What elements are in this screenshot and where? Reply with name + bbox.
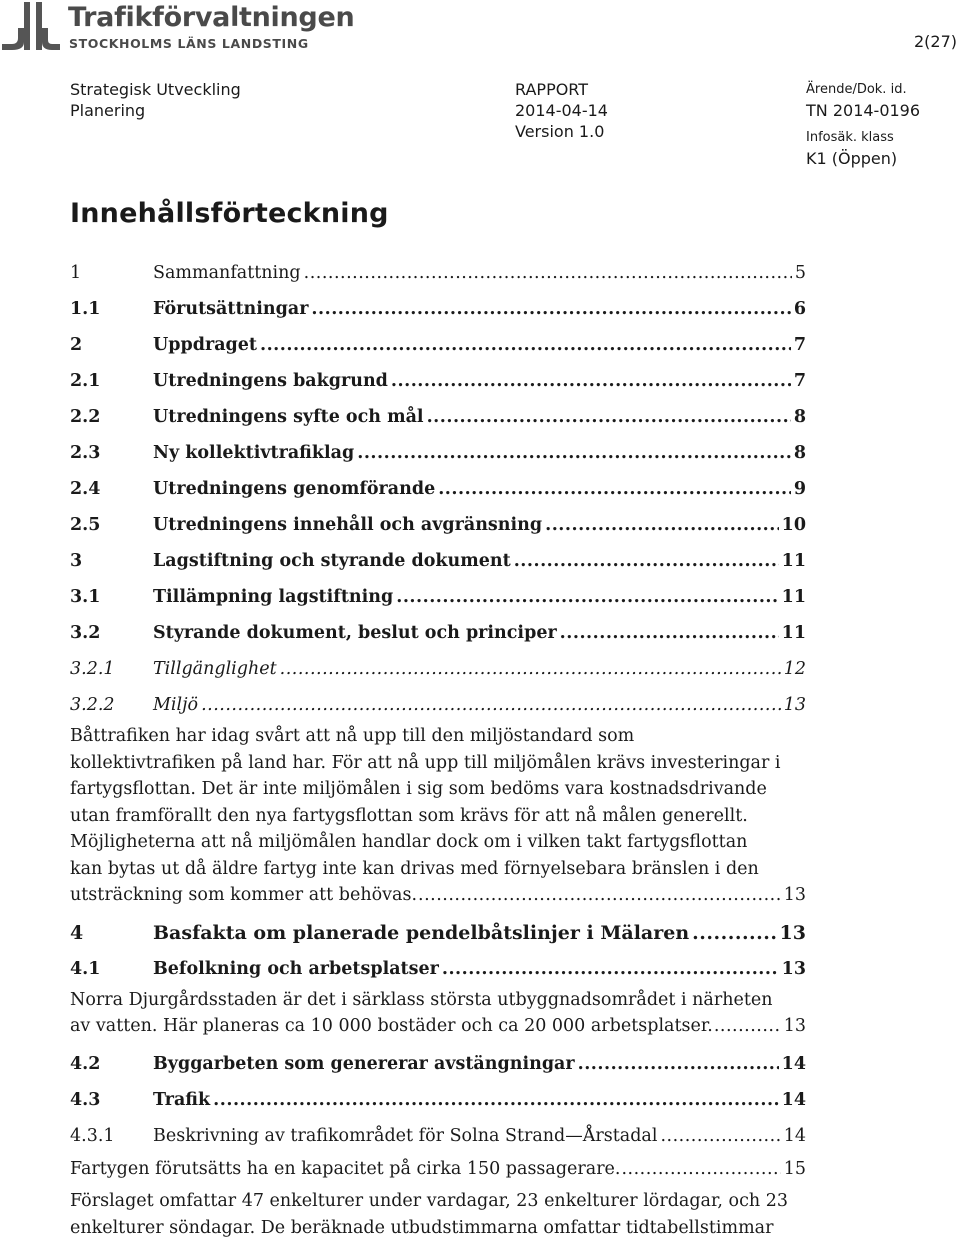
- table-of-contents: [70, 255, 806, 1241]
- toc-entry[interactable]: [70, 1082, 806, 1118]
- toc-number: 2.5: [70, 515, 101, 535]
- toc-leader: [280, 651, 781, 687]
- toc-number: 2.2: [70, 407, 101, 427]
- toc-leader: [213, 1082, 778, 1118]
- toc-page: 11: [781, 587, 806, 607]
- paragraph-line: av vatten. Här planeras ca 10 000 bostäder och ca 20 000 arbetsplatser.: [70, 1016, 713, 1036]
- toc-entry[interactable]: [70, 951, 806, 987]
- toc-page: 7: [793, 335, 806, 355]
- header-unit: [70, 79, 241, 121]
- page-title: Innehållsförteckning: [70, 198, 389, 229]
- toc-number: 4.3.1: [70, 1125, 115, 1146]
- toc-leader: [396, 579, 778, 615]
- toc-text: Sammanfattning: [153, 263, 301, 283]
- toc-text: Utredningens innehåll och avgränsning: [153, 515, 543, 535]
- header-case-label: Ärende/Dok. id.: [806, 82, 907, 97]
- toc-text: Trafik: [153, 1089, 211, 1110]
- paragraph-line: utsträckning som kommer att behövas.: [70, 885, 418, 905]
- toc-number: 1: [70, 263, 82, 283]
- toc-entry[interactable]: [70, 1046, 806, 1082]
- header-class-label: Infosäk. klass: [806, 130, 894, 145]
- toc-entry[interactable]: [70, 471, 806, 507]
- toc-text: Uppdraget: [153, 335, 257, 355]
- paragraph-line: utan framförallt den nya fartygsflottan som krävs för att nå målen generellt.: [70, 805, 748, 826]
- header-unit-line2: Planering: [70, 101, 146, 120]
- toc-number: 3.2.2: [70, 695, 115, 715]
- toc-page: 11: [781, 623, 806, 643]
- toc-text: Befolkning och arbetsplatser: [153, 958, 439, 979]
- paragraph-line: Fartygen förutsätts ha en kapacitet på cirka 150 passagerare.: [70, 1158, 621, 1179]
- toc-leader: [438, 471, 791, 507]
- paragraph-line: enkelturer söndagar. De beräknade utbudstimmarna omfattar tidtabellstimmar: [70, 1217, 774, 1238]
- toc-number: 3.2.1: [70, 659, 115, 679]
- page-number: 2(27): [913, 32, 957, 51]
- toc-text: Förutsättningar: [153, 299, 309, 319]
- header-case-value: TN 2014-0196: [806, 101, 921, 120]
- toc-page: 13: [779, 921, 806, 944]
- toc-page: 6: [793, 299, 806, 319]
- toc-leader: [714, 1013, 781, 1040]
- toc-number: 4.2: [70, 1053, 101, 1074]
- toc-text: Miljö: [153, 695, 199, 715]
- toc-page: 7: [793, 371, 806, 391]
- toc-leader: [660, 1118, 780, 1154]
- toc-page: 13: [781, 958, 806, 979]
- toc-page: 9: [793, 479, 806, 499]
- toc-number: 1.1: [70, 299, 101, 319]
- toc-number: 4: [70, 921, 84, 944]
- header-date: 2014-04-14: [515, 101, 608, 120]
- paragraph-line: kan bytas ut då äldre fartyg inte kan drivas med förnyelsebara bränslen i den: [70, 858, 759, 879]
- toc-page: 5: [794, 263, 806, 283]
- toc-text: Beskrivning av trafikområdet för Solna Strand—Årstadal: [153, 1125, 658, 1146]
- toc-page: 11: [781, 551, 806, 571]
- toc-entry[interactable]: [70, 915, 806, 951]
- toc-number: 3.1: [70, 587, 101, 607]
- toc-entry[interactable]: [70, 363, 806, 399]
- toc-leader: [357, 435, 791, 471]
- header-class-value: K1 (Öppen): [806, 149, 898, 168]
- toc-text: Utredningens genomförande: [153, 479, 436, 499]
- toc-text: Utredningens syfte och mål: [153, 407, 424, 427]
- toc-entry[interactable]: [70, 507, 806, 543]
- paragraph-line: kollektivtrafiken på land har. För att nå upp till miljömålen krävs investeringar i: [70, 752, 781, 773]
- paragraph-line: Förslaget omfattar 47 enkelturer under vardagar, 23 enkelturer lördagar, och 23: [70, 1191, 788, 1211]
- trafikforvaltningen-logo-icon: [2, 2, 62, 52]
- paragraph-line: Norra Djurgårdsstaden är det i särklass största utbyggnadsområdet i närheten: [70, 989, 773, 1010]
- toc-page: 15: [783, 1158, 806, 1179]
- toc-page: 8: [793, 407, 806, 427]
- toc-number: 2.4: [70, 479, 101, 499]
- toc-text: Basfakta om planerade pendelbåtslinjer i Mälaren: [153, 921, 690, 944]
- toc-number: 3.2: [70, 623, 101, 643]
- header-unit-line1: Strategisk Utveckling: [70, 80, 241, 99]
- toc-leader: [545, 507, 779, 543]
- toc-page: 14: [781, 1089, 806, 1110]
- logo-name: Trafikförvaltningen: [68, 2, 355, 33]
- toc-leader: [578, 1046, 779, 1082]
- toc-text: Tillämpning lagstiftning: [153, 587, 394, 607]
- toc-number: 2.1: [70, 371, 101, 391]
- header-version: Version 1.0: [515, 122, 605, 141]
- toc-leader: [304, 255, 792, 291]
- toc-entry[interactable]: [70, 291, 806, 327]
- toc-page: 12: [783, 659, 806, 679]
- toc-text: Utredningens bakgrund: [153, 371, 388, 391]
- toc-paragraph-entry[interactable]: [70, 987, 806, 1040]
- toc-leader: [621, 1156, 780, 1183]
- toc-entry[interactable]: [70, 1118, 806, 1154]
- toc-entry[interactable]: [70, 615, 806, 651]
- toc-text: Styrande dokument, beslut och principer: [153, 623, 557, 643]
- toc-page: 13: [783, 1016, 806, 1036]
- toc-entry[interactable]: [70, 255, 806, 291]
- toc-leader: [391, 363, 791, 399]
- toc-number: 3: [70, 551, 83, 571]
- toc-page: 14: [781, 1053, 806, 1074]
- toc-leader: [514, 543, 779, 579]
- toc-entry[interactable]: [70, 651, 806, 687]
- logo: [2, 0, 355, 56]
- toc-leader: [418, 882, 781, 909]
- toc-page: 8: [793, 443, 806, 463]
- header-report: [515, 79, 608, 142]
- toc-entry[interactable]: [70, 399, 806, 435]
- toc-entry[interactable]: [70, 435, 806, 471]
- toc-page: 14: [783, 1125, 806, 1146]
- toc-entry[interactable]: [70, 687, 806, 723]
- toc-leader: [560, 615, 779, 651]
- toc-text: Tillgänglighet: [153, 659, 277, 679]
- toc-leader: [311, 291, 790, 327]
- toc-number: 2.3: [70, 443, 101, 463]
- paragraph-line: Möjligheterna att nå miljömålen handlar dock om i vilken takt fartygsflottan: [70, 832, 748, 852]
- toc-entry[interactable]: [70, 579, 806, 615]
- toc-paragraph-entry[interactable]: [70, 1188, 806, 1241]
- toc-page: 13: [783, 885, 806, 905]
- paragraph-line: Båttrafiken har idag svårt att nå upp till den miljöstandard som: [70, 726, 635, 746]
- toc-text: Lagstiftning och styrande dokument: [153, 551, 511, 571]
- toc-leader: [442, 951, 779, 987]
- toc-text: Byggarbeten som genererar avstängningar: [153, 1053, 575, 1074]
- header-doc-type: RAPPORT: [515, 80, 589, 99]
- header-case: [806, 79, 920, 169]
- toc-paragraph-entry[interactable]: [70, 723, 806, 909]
- toc-leader: [692, 915, 776, 951]
- toc-leader: [201, 687, 781, 723]
- toc-number: 4.1: [70, 958, 101, 979]
- paragraph-line: fartygsflottan. Det är inte miljömålen i sig som bedöms vara kostnadsdrivande: [70, 779, 767, 799]
- toc-leader: [427, 399, 791, 435]
- toc-page: 10: [781, 515, 806, 535]
- toc-paragraph-entry[interactable]: [70, 1156, 806, 1183]
- toc-number: 4.3: [70, 1089, 101, 1110]
- toc-text: Ny kollektivtrafiklag: [153, 443, 355, 463]
- toc-number: 2: [70, 335, 83, 355]
- logo-subtitle: STOCKHOLMS LÄNS LANDSTING: [69, 36, 309, 51]
- toc-entry[interactable]: [70, 543, 806, 579]
- toc-leader: [260, 327, 791, 363]
- toc-page: 13: [783, 695, 806, 715]
- toc-entry[interactable]: [70, 327, 806, 363]
